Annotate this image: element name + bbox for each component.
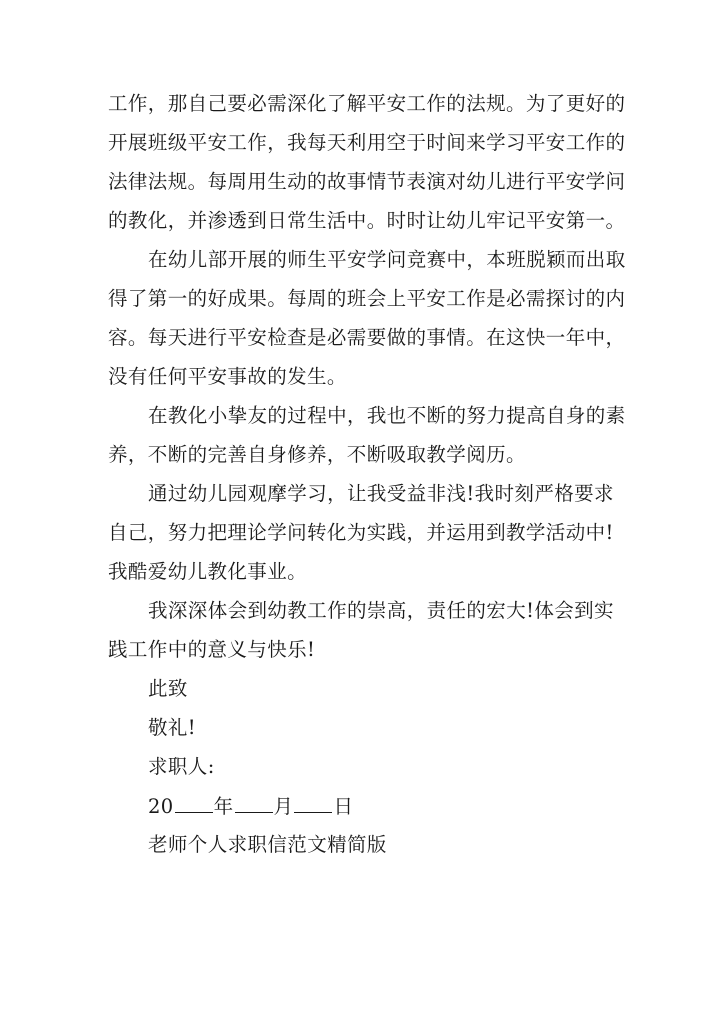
paragraph-line: 开展班级平安工作，我每天利用空于时间来学习平安工作的 [108,131,626,154]
paragraph-line: 的教化，并渗透到日常生活中。时时让幼儿牢记平安第一。 [108,209,626,232]
month-blank [235,794,273,813]
paragraph-line: 践工作中的意义与快乐! [108,638,316,661]
year-blank [175,794,213,813]
closing-salutation: 此致 [148,677,188,700]
paragraph-line: 工作，那自己要必需深化了解平安工作的法规。为了更好的 [108,92,626,115]
paragraph-line: 养，不断的完善自身修养，不断吸取教学阅历。 [108,443,526,466]
paragraph-line: 得了第一的好成果。每周的班会上平安工作是必需探讨的内 [108,287,626,310]
paragraph-line: 我酷爱幼儿教化事业。 [108,560,308,583]
paragraph-line: 我深深体会到幼教工作的崇高，责任的宏大!体会到实 [148,599,614,622]
paragraph-line: 容。每天进行平安检查是必需要做的事情。在这快一年中， [108,326,626,349]
date-day-label: 日 [333,795,354,818]
date-year-label: 年 [213,795,234,818]
paragraph-line: 在幼儿部开展的师生平安学问竞赛中，本班脱颖而出取 [148,248,626,271]
date-line [148,794,508,819]
paragraph-line: 自己，努力把理论学问转化为实践，并运用到教学活动中! [108,521,614,544]
date-prefix: 20 [148,795,174,818]
footer-title: 老师个人求职信范文精简版 [148,833,387,856]
applicant-label: 求职人: [148,755,215,778]
closing-respect: 敬礼! [148,716,197,739]
paragraph-line: 没有任何平安事故的发生。 [108,365,347,388]
paragraph-line: 在教化小挚友的过程中，我也不断的努力提高自身的素 [148,404,626,427]
paragraph-line: 通过幼儿园观摩学习，让我受益非浅!我时刻严格要求 [148,482,614,505]
paragraph-line: 法律法规。每周用生动的故事情节表演对幼儿进行平安学问 [108,170,626,193]
date-month-label: 月 [273,795,294,818]
day-blank [294,794,332,813]
